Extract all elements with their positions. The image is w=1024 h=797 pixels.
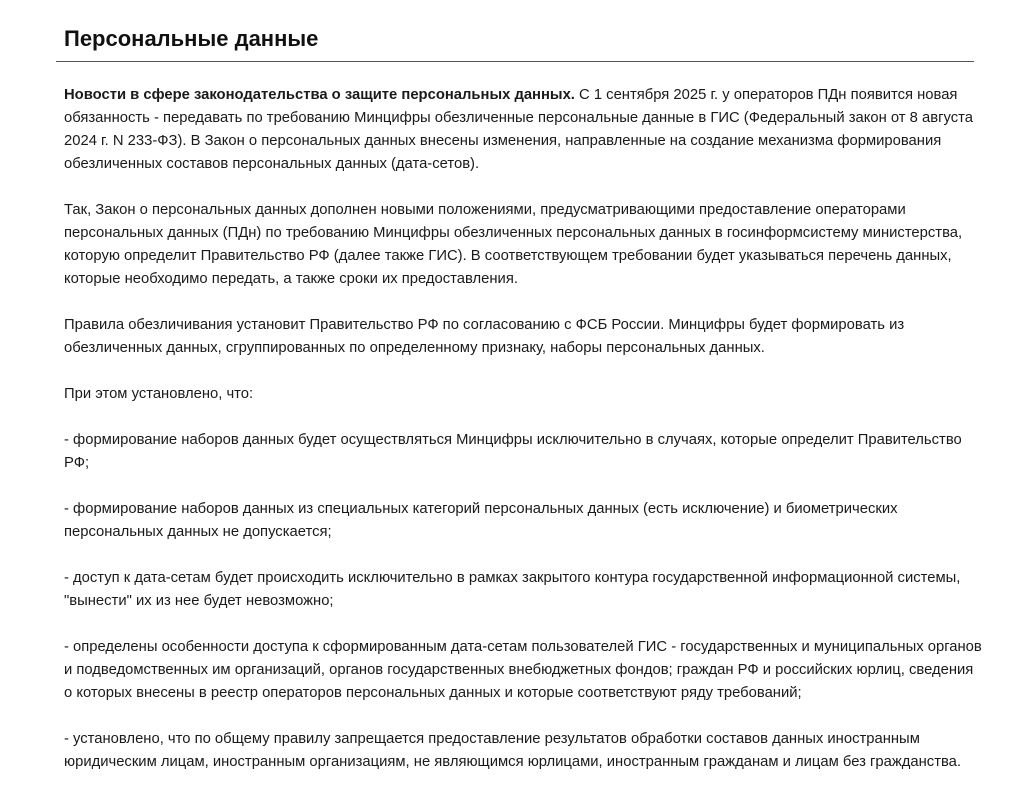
paragraph-news (64, 84, 984, 176)
document-body (64, 84, 984, 797)
list-item: - формирование наборов данных будет осуществляться Минцифры исключительно в случаях, которые определит Правительство РФ; (64, 432, 962, 471)
page-title: Персональные данные (64, 26, 319, 51)
list-item: - определены особенности доступа к сформированным дата-сетам пользователей ГИС - государственных и муниципальных органов и подведомственных им организаций, органов государственных внебюджетных фондов; граждан РФ и российских юрлиц, сведения о которых внесены в реестр операторов персональных данных и которые соответствуют ряду требований; (64, 639, 982, 701)
paragraph-anonymization-rules: Правила обезличивания установит Правительство РФ по согласованию с ФСБ России. Минцифры будет формировать из обезличенных данных, сгруппированных по определенному признаку, наборы персональных данных. (64, 317, 905, 356)
paragraph-text: С 1 сентября 2025 г. у операторов ПДн появится новая обязанность - передавать по требованию Минцифры обезличенные персональные данные в ГИС (Федеральный закон от 8 августа 2024 г. N 233-ФЗ). В Закон о персональных данных внесены изменения, направленные на создание механизма формирования обезличенных составов персональных данных (дата-сетов). (64, 87, 973, 172)
list-item: - доступ к дата-сетам будет происходить исключительно в рамках закрытого контура государственной информационной системы, "вынести" их из нее будет невозможно; (64, 570, 961, 609)
paragraph-law-amendments: Так, Закон о персональных данных дополнен новыми положениями, предусматривающими предоставление операторами персональных данных (ПДн) по требованию Минцифры обезличенных персональных данных в госинформсистему министерства, которую определит Правительство РФ (далее также ГИС). В соответствующем требовании будет указываться перечень данных, которые необходимо передать, а также сроки их предоставления. (64, 202, 963, 287)
list-item: - установлено, что по общему правилу запрещается предоставление результатов обработки составов данных иностранным юридическим лицам, иностранным организациям, не являющимся юрлицами, иностранным гражданам и лицам без гражданства. (64, 731, 962, 770)
provisions-list (64, 383, 984, 774)
list-item: - формирование наборов данных из специальных категорий персональных данных (есть исключение) и биометрических персональных данных не допускается; (64, 501, 898, 540)
title-divider (56, 61, 974, 62)
list-intro: При этом установлено, что: (64, 386, 254, 402)
paragraph-lead: Новости в сфере законодательства о защите персональных данных. (64, 87, 575, 103)
